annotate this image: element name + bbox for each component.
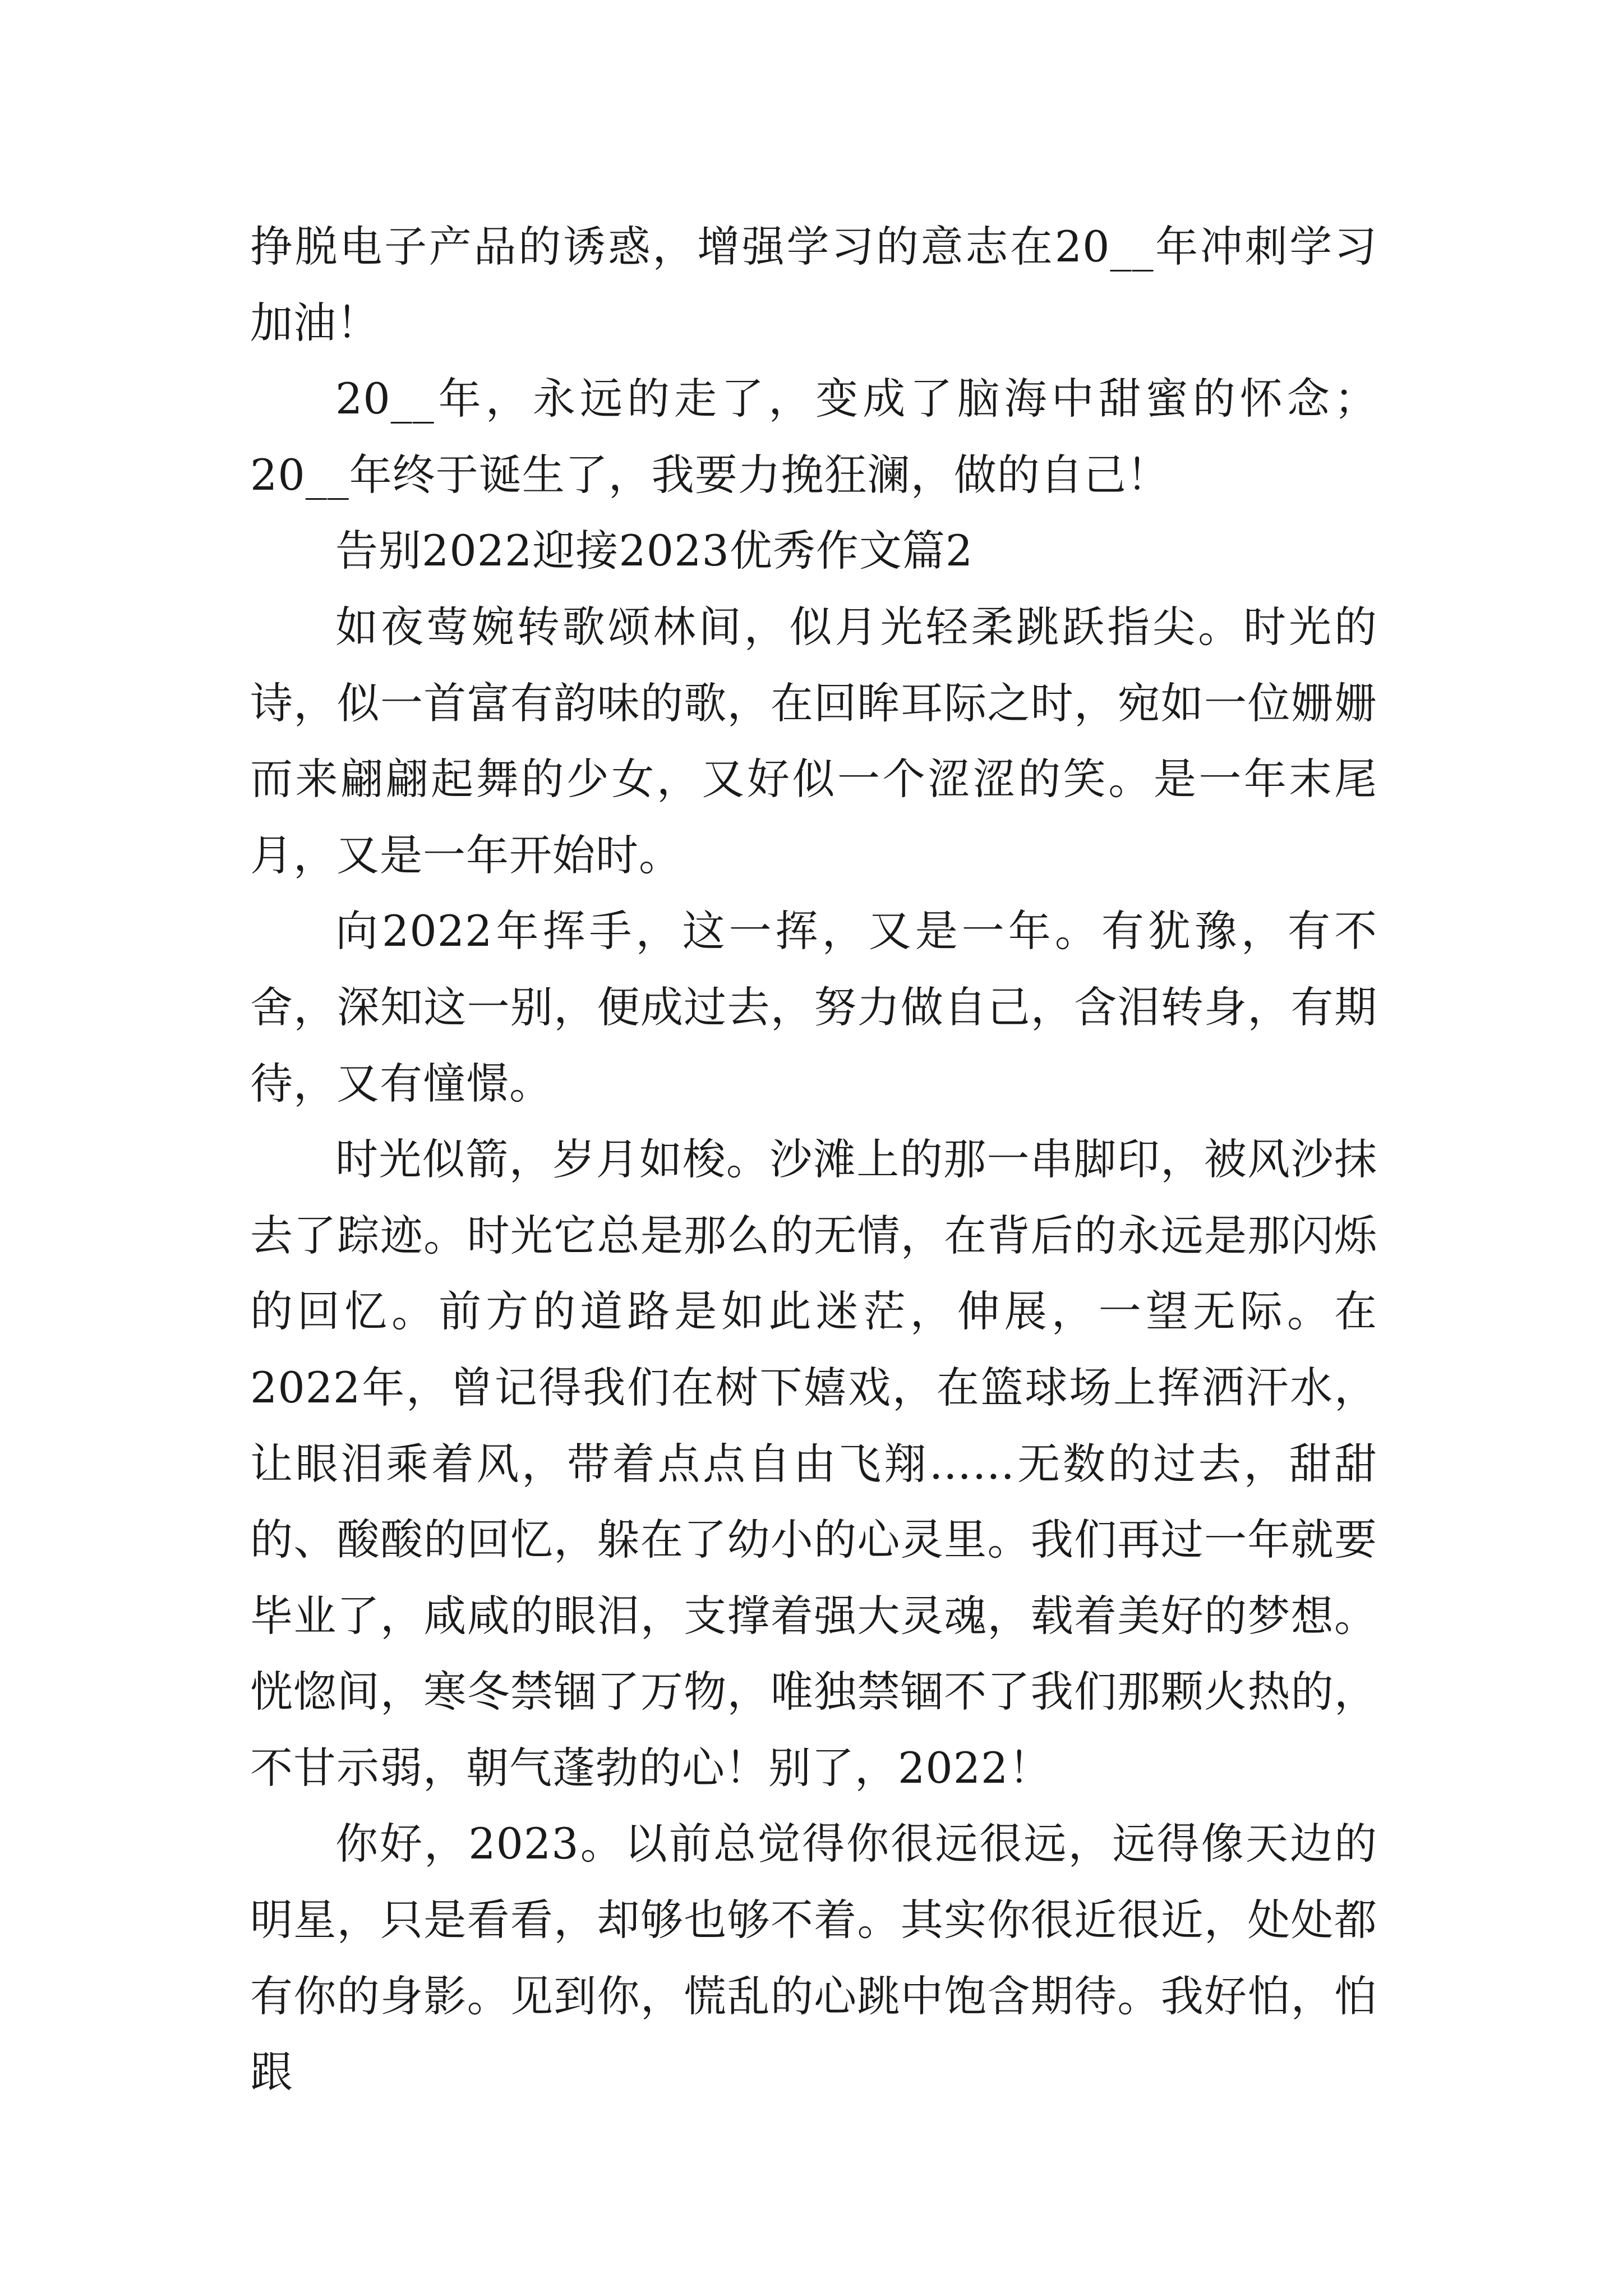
section-heading: 告别2022迎接2023优秀作文篇2 bbox=[335, 526, 974, 576]
paragraph: 时光似箭，岁月如梭。沙滩上的那一串脚印，被风沙抹去了踪迹。时光它总是那么的无情，在背后的永远是那闪烁的回忆。前方的道路是如此迷茫，伸展，一望无际。在2022年，曾记得我们在树下嬉戏，在篮球场上挥洒汗水，让眼泪乘着风，带着点点自由飞翔……无数的过去，甜甜的、酸酸的回忆，躲在了幼小的心灵里。我们再过一年就要毕业了，咸咸的眼泪，支撑着强大灵魂，载着美好的梦想。恍惚间，寒冬禁锢了万物，唯独禁锢不了我们那颗火热的，不甘示弱，朝气蓬勃的心！别了，2022！ bbox=[250, 1134, 1377, 1793]
paragraph: 向2022年挥手，这一挥，又是一年。有犹豫，有不舍，深知这一别，便成过去，努力做自己，含泪转身，有期待，又有憧憬。 bbox=[250, 906, 1377, 1108]
paragraph: 如夜莺婉转歌颂林间，似月光轻柔跳跃指尖。时光的诗，似一首富有韵味的歌，在回眸耳际之时，宛如一位姗姗而来翩翩起舞的少女，又好似一个涩涩的笑。是一年末尾月，又是一年开始时。 bbox=[250, 601, 1377, 880]
paragraph: 20__年，永远的走了，变成了脑海中甜蜜的怀念；20__年终于诞生了，我要力挽狂澜，做的自己！ bbox=[250, 374, 1377, 500]
paragraph: 挣脱电子产品的诱惑，增强学习的意志在20__年冲刺学习加油！ bbox=[250, 222, 1377, 348]
document-body bbox=[250, 209, 1377, 2110]
paragraph: 你好，2023。以前总觉得你很远很远，远得像天边的明星，只是看看，却够也够不着。其实你很近很近，处处都有你的身影。见到你，慌乱的心跳中饱含期待。我好怕，怕跟 bbox=[250, 1819, 1377, 2097]
